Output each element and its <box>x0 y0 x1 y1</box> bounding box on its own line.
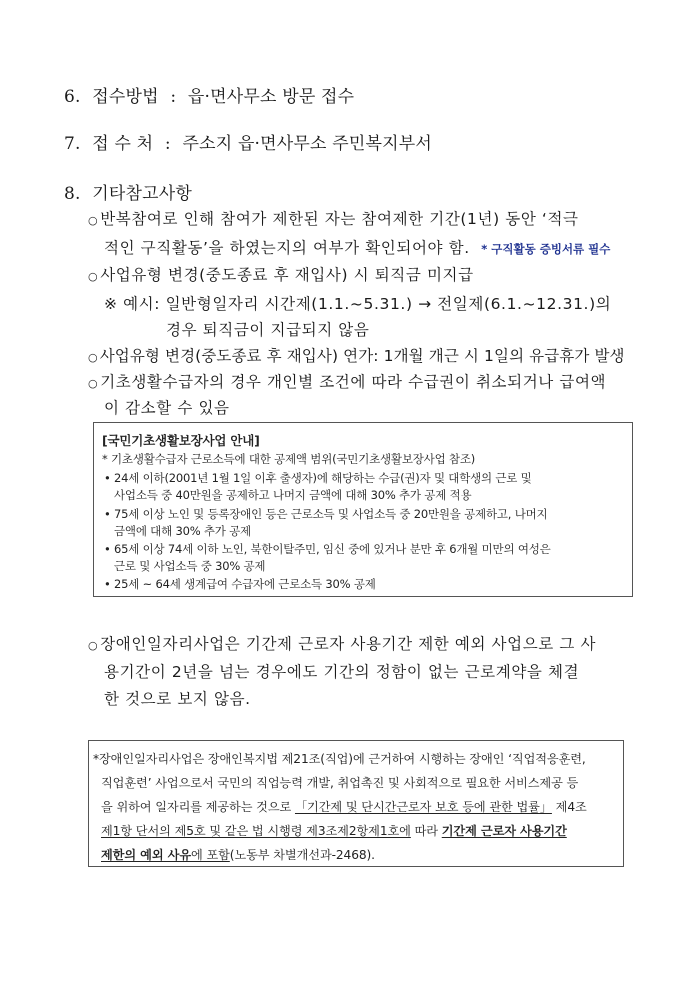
note-disability-jobs-cont <box>104 660 579 682</box>
info-box-title: [국민기초생활보장사업 안내] <box>102 433 260 448</box>
legal-basis-box <box>88 740 624 867</box>
legal-line-5 <box>101 846 375 863</box>
section-value: 읍·면사무소 방문 접수 <box>187 87 355 107</box>
note-text: 사업유형 변경(중도종료 후 재입사) 시 퇴직금 미지급 <box>100 266 474 284</box>
note-text: 적인 구직활동’을 하였는지의 여부가 확인되어야 함. <box>104 239 470 257</box>
note-text: 사업유형 변경(중도종료 후 재입사) 연가: 1개월 개근 시 1일의 유급휴가 발생 <box>99 347 625 365</box>
law-title: 「기간제 및 단시간근로자 보호 등에 관한 법률」 <box>294 800 552 814</box>
example-text: ※ 예시: 일반형일자리 시간제(1.1.~5.31.) → 전일제(6.1.~12.31.)의 <box>104 295 612 313</box>
section-label: 접수방법 <box>92 87 159 107</box>
legal-text: 따라 <box>410 824 442 838</box>
legal-line-2: 직업훈련’ 사업으로서 국민의 직업능력 개발, 취업촉진 및 사회적으로 필요한 서비스제공 등 <box>101 776 579 790</box>
bullet-icon: ○ <box>88 377 99 390</box>
info-item-1-cont: 사업소득 중 40만원을 공제하고 나머지 금액에 대해 30% 추가 공제 적용 <box>114 488 472 502</box>
section-label: 접 수 처 <box>92 134 154 154</box>
note-severance-example <box>104 292 611 314</box>
section-number: 6. <box>64 87 81 107</box>
note-basic-livelihood <box>88 370 606 392</box>
section-label: 기타참고사항 <box>92 184 192 204</box>
info-item-3-cont: 근로 및 사업소득 중 30% 공제 <box>114 559 266 573</box>
info-item-1: • 24세 이하(2001년 1월 1일 이후 출생자)에 해당하는 수급(권)자 및 대학생의 근로 및 <box>104 471 532 485</box>
note-text: 이 감소할 수 있음 <box>104 399 230 417</box>
info-item-2: • 75세 이상 노인 및 등록장애인 등은 근로소득 및 사업소득 중 20만원을 공제하고, 나머지 <box>104 507 548 521</box>
separator: : <box>170 87 177 107</box>
section-8-other-notes <box>64 179 192 204</box>
note-text: 한 것으로 보지 않음. <box>104 690 251 708</box>
section-value: 주소지 읍·면사무소 주민복지부서 <box>182 134 432 154</box>
info-item-4: • 25세 ~ 64세 생계급여 수급자에 근로소득 30% 공제 <box>104 577 376 591</box>
note-basic-livelihood-cont <box>104 396 230 418</box>
bullet-icon: ○ <box>88 639 99 652</box>
info-item-2-cont: 금액에 대해 30% 추가 공제 <box>114 524 251 538</box>
note-repeat-participation-cont <box>104 236 610 258</box>
legal-text: 을 위하여 일자리를 제공하는 것으로 <box>101 800 295 814</box>
bullet-icon: ○ <box>88 214 99 227</box>
note-text: 기초생활수급자의 경우 개인별 조건에 따라 수급권이 취소되거나 급여액 <box>100 373 607 391</box>
example-text: 경우 퇴직금이 지급되지 않음 <box>166 321 370 339</box>
separator: : <box>164 134 171 154</box>
note-annual-leave <box>88 344 625 366</box>
legal-line-4 <box>101 822 567 839</box>
section-number: 8. <box>64 184 81 204</box>
section-7-receipt-place <box>64 129 432 154</box>
note-severance-pay <box>88 263 474 285</box>
note-text: 장애인일자리사업은 기간제 근로자 사용기간 제한 예외 사업으로 그 사 <box>100 635 597 653</box>
note-disability-jobs-cont2 <box>104 687 251 709</box>
exception-emphasis: 기간제 근로자 사용기간 <box>441 824 567 838</box>
note-severance-example-cont <box>166 318 369 340</box>
bullet-icon: ○ <box>88 270 99 283</box>
legal-line-3 <box>101 798 587 815</box>
basic-livelihood-info-box <box>93 422 633 597</box>
required-docs-note: * 구직활동 증빙서류 필수 <box>481 242 611 256</box>
legal-line-1: *장애인일자리사업은 장애인복지법 제21조(직업)에 근거하여 시행하는 장애인 ‘직업적응훈련, <box>93 752 586 766</box>
exception-emphasis: 제한의 예외 사유 <box>101 848 191 862</box>
note-disability-jobs <box>88 632 596 654</box>
note-text: 반복참여로 인해 참여가 제한된 자는 참여제한 기간(1년) 동안 ‘적극 <box>100 210 579 228</box>
legal-text: 제4조 <box>551 800 587 814</box>
law-reference: 제1항 단서의 제5호 및 같은 법 시행령 제3조제2항제1호에 <box>101 824 411 838</box>
bullet-icon: ○ <box>88 351 98 364</box>
legal-citation: (노동부 차별개선과-2468). <box>229 848 375 862</box>
info-item-3: • 65세 이상 74세 이하 노인, 북한이탈주민, 임신 중에 있거나 분만 후 6개월 미만의 여성은 <box>104 542 551 556</box>
info-box-subtitle: * 기초생활수급자 근로소득에 대한 공제액 범위(국민기초생활보장사업 참조) <box>102 452 476 466</box>
section-number: 7. <box>64 134 81 154</box>
note-repeat-participation <box>88 207 579 229</box>
note-text: 용기간이 2년을 넘는 경우에도 기간의 정함이 없는 근로계약을 체결 <box>104 663 580 681</box>
legal-text: 에 포함 <box>191 848 230 862</box>
section-6-receipt-method <box>64 82 354 107</box>
